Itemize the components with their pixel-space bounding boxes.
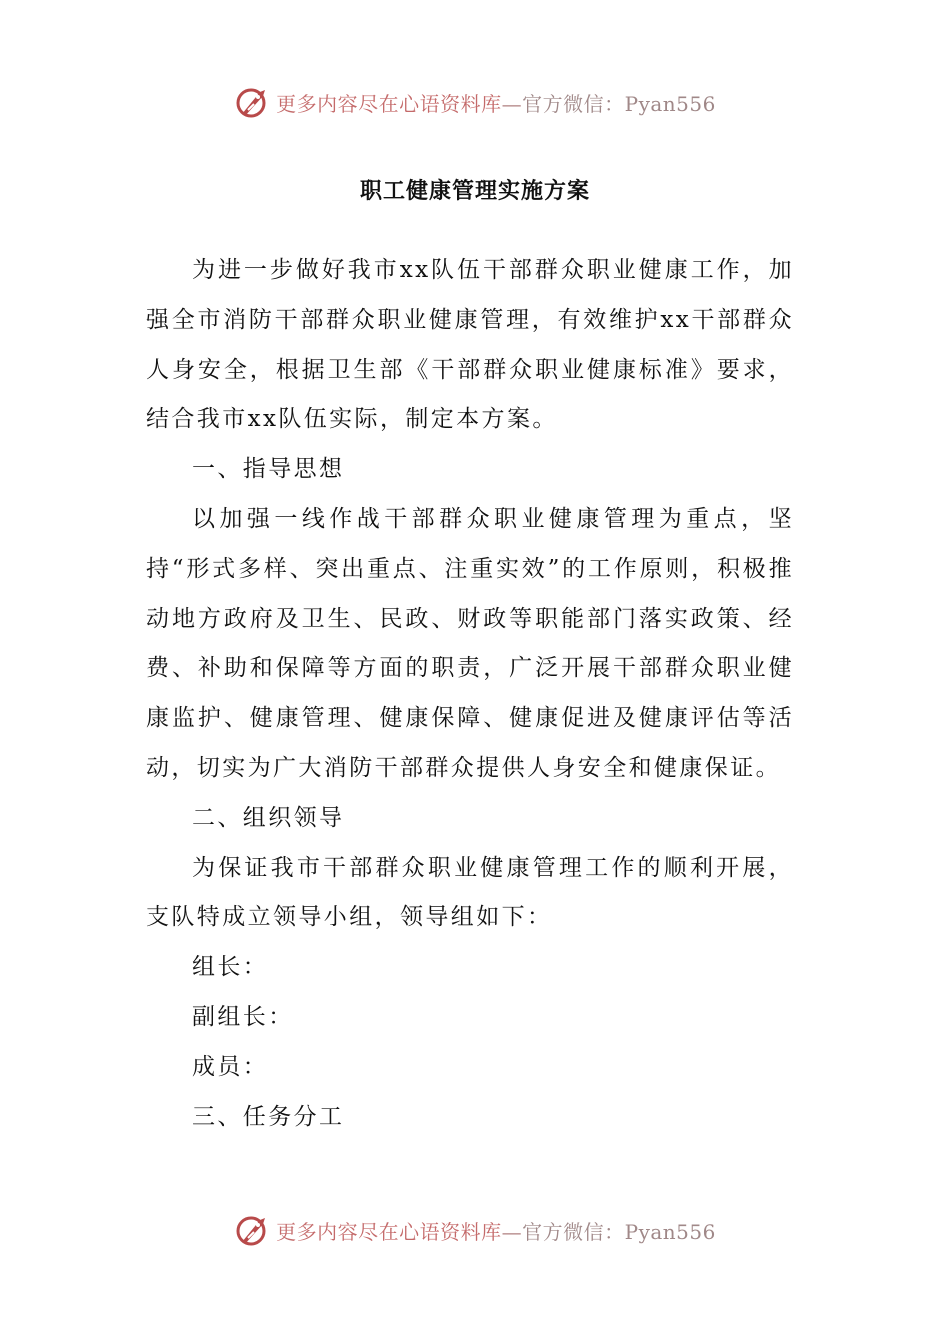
intro-paragraph: 为进一步做好我市xx队伍干部群众职业健康工作，加强全市消防干部群众职业健康管理，有效维护xx干部群众人身安全，根据卫生部《干部群众职业健康标准》要求，结合我市xx队伍实际，制定本方案。	[146, 257, 794, 433]
pen-nib-logo-icon	[234, 1212, 270, 1248]
header-banner	[0, 82, 950, 122]
section-heading-task-division: 三、任务分工	[192, 1103, 345, 1130]
footer-banner-separator: —	[501, 1219, 523, 1244]
document-title: 职工健康管理实施方案	[359, 179, 590, 204]
footer-banner-text	[276, 1216, 716, 1245]
pen-nib-logo-icon	[234, 84, 270, 120]
members-line: 成员：	[192, 1053, 269, 1080]
footer-banner-wechat: 官方微信：Pyan556	[522, 1219, 716, 1244]
footer-banner	[0, 1210, 950, 1250]
header-banner-text	[276, 88, 716, 117]
footer-banner-main: 更多内容尽在心语资料库	[276, 1219, 502, 1244]
section-heading-organization: 二、组织领导	[192, 804, 345, 831]
deputy-leader-line: 副组长：	[192, 1003, 294, 1030]
header-banner-separator: —	[501, 91, 523, 116]
header-banner-wechat: 官方微信：Pyan556	[522, 91, 716, 116]
organization-paragraph: 为保证我市干部群众职业健康管理工作的顺利开展，支队特成立领导小组，领导组如下：	[146, 854, 794, 931]
leader-line: 组长：	[192, 954, 269, 981]
document-body	[146, 246, 794, 1142]
header-banner-main: 更多内容尽在心语资料库	[276, 91, 502, 116]
section-heading-guiding-ideology: 一、指导思想	[192, 456, 345, 483]
guiding-ideology-paragraph: 以加强一线作战干部群众职业健康管理为重点，坚持“形式多样、突出重点、注重实效”的工作原则，积极推动地方政府及卫生、民政、财政等职能部门落实政策、经费、补助和保障等方面的职责，广泛开展干部群众职业健康监护、健康管理、健康保障、健康促进及健康评估等活动，切实为广大消防干部群众提供人身安全和健康保证。	[146, 505, 794, 781]
